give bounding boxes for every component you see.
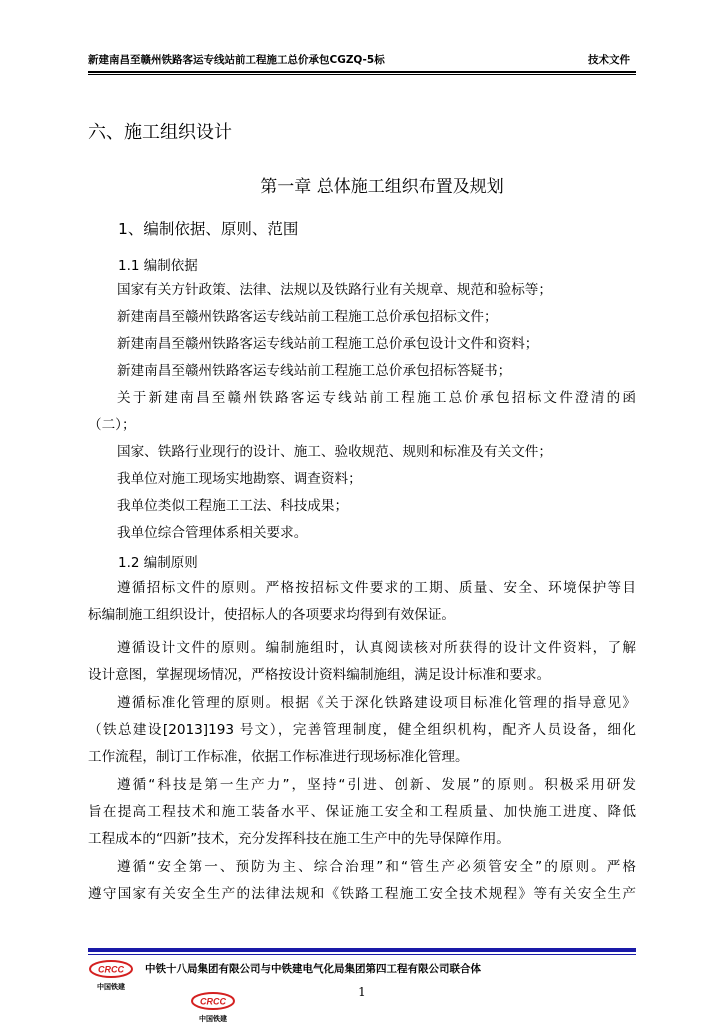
crcc-logo-mark xyxy=(88,960,134,978)
principle-line: （铁总建设[2013]193 号文），完善管理制度，健全组织机构，配齐人员设备，细化 xyxy=(88,722,636,738)
header-rule-thin xyxy=(88,74,636,75)
header-project-title: 新建南昌至赣州铁路客运专线站前工程施工总价承包CGZQ-5标 xyxy=(88,54,385,66)
logo-caption: 中国铁建 xyxy=(97,983,125,991)
principle-line: 遵循设计文件的原则。编制施组时，认真阅读核对所获得的设计文件资料，了解 xyxy=(117,640,636,656)
footer-company: 中铁十八局集团有限公司与中铁建电气化局集团第四工程有限公司联合体 xyxy=(145,963,481,975)
basis-line: 国家、铁路行业现行的设计、施工、验收规范、规则和标准及有关文件； xyxy=(117,444,552,460)
principle-line: 旨在提高工程技术和施工装备水平、保证施工安全和工程质量、加快施工进度、降低 xyxy=(88,804,636,820)
svg-text:CRCC: CRCC xyxy=(200,996,226,1007)
page-header xyxy=(88,48,636,70)
basis-line: 关于新建南昌至赣州铁路客运专线站前工程施工总价承包招标文件澄清的函 xyxy=(117,390,636,406)
principle-line: 工作流程，制订工作标准，依据工作标准进行现场标准化管理。 xyxy=(88,749,469,765)
section-title: 六、施工组织设计 xyxy=(88,122,232,143)
chapter-title: 第一章 总体施工组织布置及规划 xyxy=(260,177,504,197)
basis-line: 我单位对施工现场实地勘察、调查资料； xyxy=(117,471,362,487)
principle-line: 标编制施工组织设计，使招标人的各项要求均得到有效保证。 xyxy=(88,607,456,623)
crcc-logo-secondary xyxy=(190,992,236,1024)
crcc-logo-mark xyxy=(190,992,236,1010)
page-number: 1 xyxy=(358,985,366,999)
principle-line: 工程成本的“四新”技术，充分发挥科技在施工生产中的先导保障作用。 xyxy=(88,831,510,847)
footer-rule-thin xyxy=(88,954,636,955)
principle-line: 设计意图，掌握现场情况，严格按设计资料编制施组，满足设计标准和要求。 xyxy=(88,667,551,683)
logo-caption: 中国铁建 xyxy=(199,1015,227,1023)
basis-line: 我单位综合管理体系相关要求。 xyxy=(117,525,308,541)
basis-line: 我单位类似工程施工工法、科技成果； xyxy=(117,498,349,514)
basis-line: 新建南昌至赣州铁路客运专线站前工程施工总价承包招标答疑书； xyxy=(117,363,512,379)
principle-line: 遵循“科技是第一生产力”，坚持“引进、创新、发展”的原则。积极采用研发 xyxy=(117,777,636,793)
header-rule xyxy=(88,71,636,73)
heading-1-2: 1.2 编制原则 xyxy=(118,555,198,571)
principle-line: 遵循招标文件的原则。严格按招标文件要求的工期、质量、安全、环境保护等目 xyxy=(117,580,636,596)
basis-line: 国家有关方针政策、法律、法规以及铁路行业有关规章、规范和验标等； xyxy=(117,282,552,298)
principle-line: 遵循标准化管理的原则。根据《关于深化铁路建设项目标准化管理的指导意见》 xyxy=(117,695,636,711)
basis-line: （二）； xyxy=(88,417,136,433)
principle-line: 遵循“安全第一、预防为主、综合治理”和“管生产必须管安全”的原则。严格 xyxy=(117,859,636,875)
svg-text:CRCC: CRCC xyxy=(98,964,124,975)
basis-line: 新建南昌至赣州铁路客运专线站前工程施工总价承包设计文件和资料； xyxy=(117,336,539,352)
footer-rule xyxy=(88,948,636,952)
header-doc-type: 技术文件 xyxy=(588,54,630,66)
heading-1-1: 1.1 编制依据 xyxy=(118,258,198,274)
principle-line: 遵守国家有关安全生产的法律法规和《铁路工程施工安全技术规程》等有关安全生产 xyxy=(88,886,636,902)
heading-1: 1、编制依据、原则、范围 xyxy=(118,220,299,238)
basis-line: 新建南昌至赣州铁路客运专线站前工程施工总价承包招标文件； xyxy=(117,309,498,325)
